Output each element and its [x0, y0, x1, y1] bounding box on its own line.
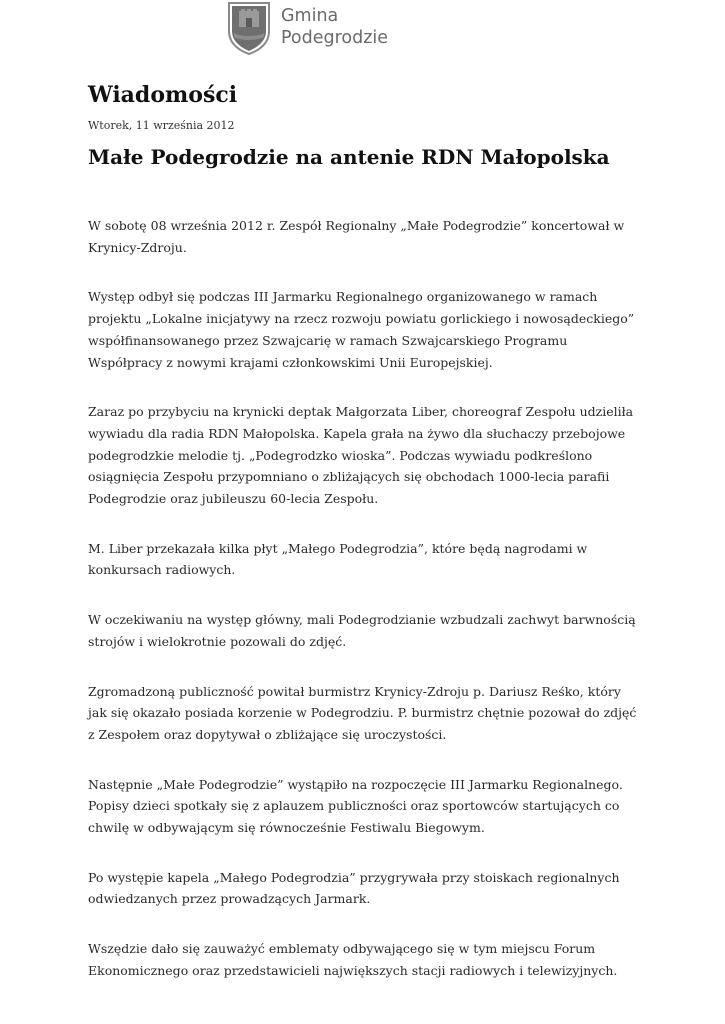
article-paragraph: Zgromadzoną publiczność powitał burmistrz Krynicy-Zdroju p. Dariusz Reśko, który jak się okazało posiada korzenie w Podegrodziu. P. burmistrz chętnie pozował do zdjęć z Zespołem oraz dopytywał o zbliżające się uroczystości.	[88, 683, 637, 742]
site-brand[interactable]	[281, 5, 388, 49]
site-header	[226, 0, 388, 56]
article-paragraph: Występ odbył się podczas III Jarmarku Regionalnego organizowanego w ramach projektu „Lokalne inicjatywy na rzecz rozwoju powiatu gorlickiego i nowosądeckiego” współfinansowanego przez Szwajcarię w ramach Szwajcarskiego Programu Współpracy z nowymi krajami członkowskimi Unii Europejskiej.	[88, 289, 635, 370]
article-paragraph: Po występie kapela „Małego Podegrodzia” przygrywała przy stoiskach regionalnych odwiedzanych przez prowadzących Jarmark.	[88, 869, 620, 907]
article-paragraph: Następnie „Małe Podegrodzie” wystąpiło na rozpoczęcie III Jarmarku Regionalnego. Popisy dzieci spotkały się z aplauzem publiczności oraz sportowców startujących co chwilę w odbywającym się równocześnie Festiwalu Biegowym.	[88, 776, 623, 836]
article-paragraph: W oczekiwaniu na występ główny, mali Podegrodzianie wzbudzali zachwyt barwnością strojów i wielokrotnie pozowali do zdjęć.	[88, 612, 636, 649]
article-body	[88, 215, 640, 982]
article-title: Małe Podegrodzie na antenie RDN Małopolska	[88, 145, 610, 169]
article-paragraph: Wszędzie dało się zauważyć emblematy odbywającego się w tym miejscu Forum Ekonomicznego oraz przedstawicieli największych stacji radiowych i telewizyjnych.	[88, 941, 618, 978]
article-content	[88, 78, 640, 1010]
article-paragraph: Zaraz po przybyciu na krynicki deptak Małgorzata Liber, choreograf Zespołu udzieliła wywiadu dla radia RDN Małopolska. Kapela grała na żywo dla słuchaczy przebojowe podegrodzkie melodie tj. „Podegrodzko wioska”. Podczas wywiadu podkreślono osiągnięcia Zespołu przypomniano o zbliżających się obchodach 1000-lecia parafii Podegrodzie oraz jubileuszu 60-lecia Zespołu.	[88, 404, 634, 507]
crest-shield-icon	[226, 1, 272, 55]
section-title: Wiadomości	[88, 82, 238, 108]
brand-line-1: Gmina	[281, 6, 339, 26]
article-paragraph: M. Liber przekazała kilka płyt „Małego Podegrodzia”, które będą nagrodami w konkursach radiowych.	[88, 540, 588, 578]
article-paragraph: W sobotę 08 września 2012 r. Zespół Regionalny „Małe Podegrodzie” koncertował w Krynicy-Zdroju.	[88, 218, 625, 255]
brand-line-2: Podegrodzie	[281, 28, 389, 48]
article-date: Wtorek, 11 września 2012	[88, 119, 235, 132]
